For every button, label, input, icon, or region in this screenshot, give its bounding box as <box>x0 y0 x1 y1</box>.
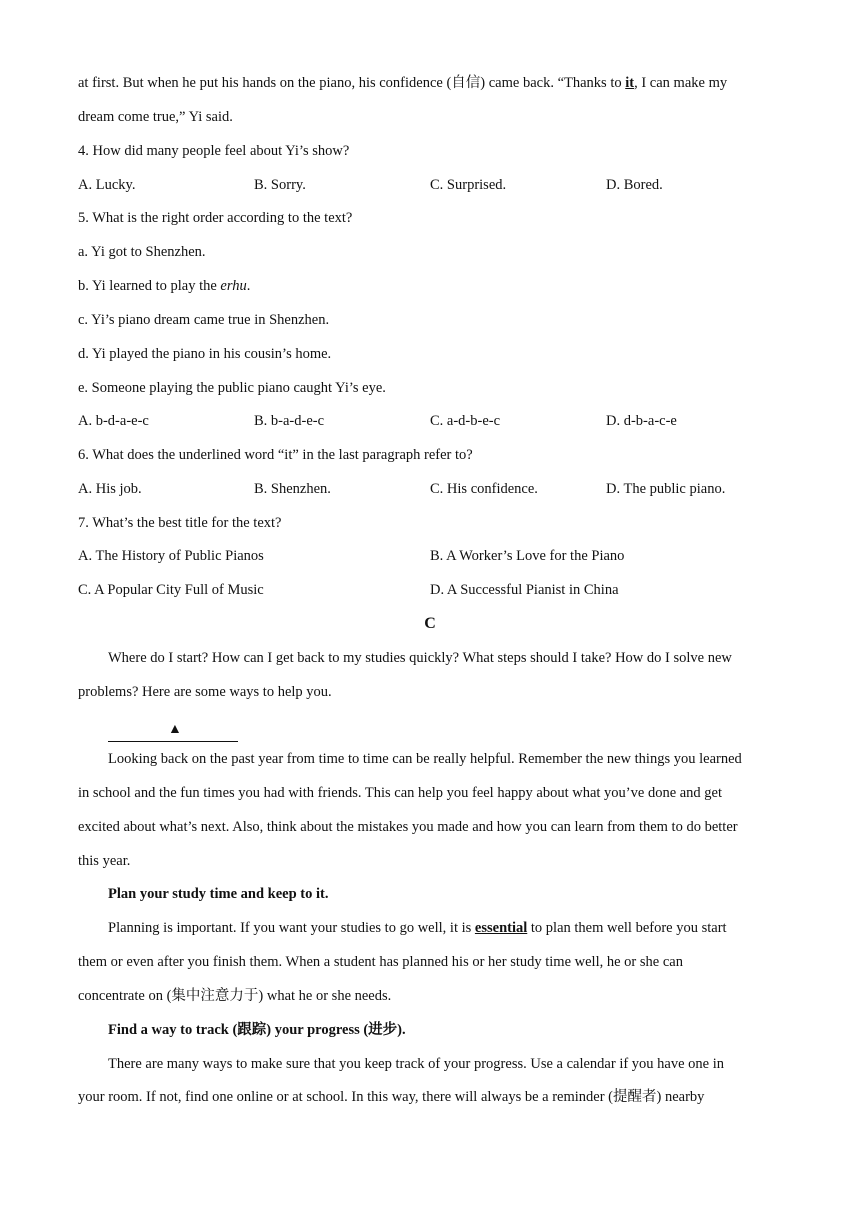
q6-option-c: C. His confidence. <box>430 481 538 497</box>
passage-text-line <box>78 73 727 93</box>
paragraph-2-line <box>108 918 727 938</box>
q7-option-d: D. A Successful Pianist in China <box>430 582 619 598</box>
subheading-plan: Plan your study time and keep to it. <box>108 886 329 902</box>
q4-option-d: D. Bored. <box>606 177 663 193</box>
q5-event-e: e. Someone playing the public piano caught Yi’s eye. <box>78 380 386 396</box>
q4-option-c: C. Surprised. <box>430 177 507 193</box>
q5-event-d: d. Yi played the piano in his cousin’s home. <box>78 346 332 362</box>
text-run: at first. But when he put his hands on the piano, his confidence (自信) came back. “Thanks to <box>78 75 626 91</box>
q5-option-a: A. b-d-a-e-c <box>78 413 149 429</box>
text-run: Planning is important. If you want your studies to go well, it is <box>108 920 475 936</box>
q5-event-a: a. Yi got to Shenzhen. <box>78 244 206 260</box>
paragraph-1-line: in school and the fun times you had with friends. This can help you feel happy about what you’ve done and get <box>78 785 723 801</box>
text-run: , I can make my <box>634 75 728 91</box>
triangle-marker-icon: ▲ <box>168 722 182 737</box>
underlined-essential: essential <box>474 920 528 936</box>
paragraph-1-line: this year. <box>78 853 131 869</box>
q6-option-d: D. The public piano. <box>606 481 726 497</box>
question-5-stem: 5. What is the right order according to the text? <box>78 210 353 226</box>
q7-option-c: C. A Popular City Full of Music <box>78 582 264 598</box>
underlined-it: it <box>625 75 635 91</box>
paragraph-3-line: your room. If not, find one online or at school. In this way, there will always be a reminder (提醒者) nearby <box>78 1089 705 1105</box>
q5-event-c: c. Yi’s piano dream came true in Shenzhen. <box>78 312 330 328</box>
q5-option-c: C. a-d-b-e-c <box>430 413 501 429</box>
q5-option-b: B. b-a-d-e-c <box>254 413 325 429</box>
q7-option-a: A. The History of Public Pianos <box>78 548 264 564</box>
q7-option-b: B. A Worker’s Love for the Piano <box>430 548 625 564</box>
blank-underline <box>108 741 238 742</box>
text-run: to plan them well before you start <box>527 920 727 936</box>
subheading-track: Find a way to track (跟踪) your progress (进步). <box>108 1022 406 1038</box>
paragraph-1-line: Looking back on the past year from time to time can be really helpful. Remember the new things you learned <box>108 751 742 767</box>
q6-option-a: A. His job. <box>78 481 142 497</box>
section-c-heading: C <box>424 615 436 632</box>
q5-event-b <box>78 276 250 296</box>
question-7-stem: 7. What’s the best title for the text? <box>78 515 282 531</box>
question-4-stem: 4. How did many people feel about Yi’s show? <box>78 143 350 159</box>
q5-option-d: D. d-b-a-c-e <box>606 413 677 429</box>
passage-text-line: dream come true,” Yi said. <box>78 109 233 125</box>
text-run: . <box>246 278 251 294</box>
paragraph-3-line: There are many ways to make sure that you keep track of your progress. Use a calendar if you have one in <box>108 1056 725 1072</box>
italic-erhu: erhu <box>220 278 247 294</box>
intro-text-line: problems? Here are some ways to help you. <box>78 684 332 700</box>
paragraph-1-line: excited about what’s next. Also, think about the mistakes you made and how you can learn from them to do better <box>78 819 738 835</box>
text-run: b. Yi learned to play the <box>78 278 221 294</box>
q4-option-b: B. Sorry. <box>254 177 306 193</box>
intro-text-line: Where do I start? How can I get back to my studies quickly? What steps should I take? How do I solve new <box>108 650 732 666</box>
q4-option-a: A. Lucky. <box>78 177 136 193</box>
heading-blank <box>108 722 238 742</box>
paragraph-2-line: them or even after you finish them. When a student has planned his or her study time well, he or she can <box>78 954 683 970</box>
question-6-stem: 6. What does the underlined word “it” in the last paragraph refer to? <box>78 447 473 463</box>
q6-option-b: B. Shenzhen. <box>254 481 331 497</box>
paragraph-2-line: concentrate on (集中注意力于) what he or she needs. <box>78 988 392 1004</box>
